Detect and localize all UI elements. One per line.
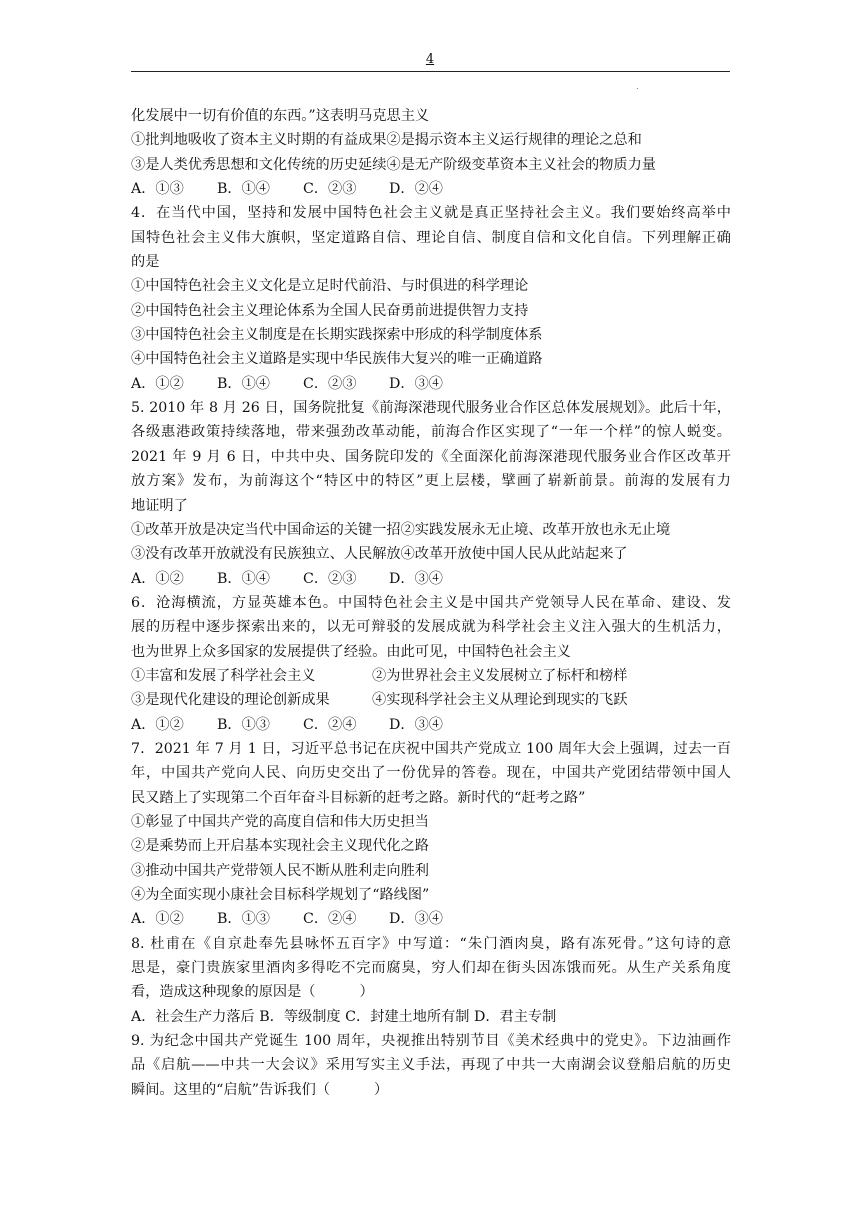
question-5-text: 各级惠港政策持续落地，带来强劲改革动能，前海合作区实现了“一年一个样”的惊人蜕变。: [131, 424, 731, 441]
option-line: ①批判地吸收了资本主义时期的有益成果②是揭示资本主义运行规律的理论之总和: [131, 132, 642, 149]
question-4-text: 国特色社会主义伟大旗帜，坚定道路自信、理论自信、制度自信和文化自信。下列理解正确: [131, 229, 731, 246]
question-6-text: 也为世界上众多国家的发展提供了经验。由此可见，中国特色社会主义: [131, 643, 571, 660]
question-6-text: 展的历程中逐步探索出来的，以无可辩驳的发展成就为科学社会主义注入强大的生机活力，: [131, 619, 731, 636]
question-4-text: 4．在当代中国，坚持和发展中国特色社会主义就是真正坚持社会主义。我们要始终高举中: [131, 205, 731, 222]
option-line: ②是乘势而上开启基本实现社会主义现代化之路: [131, 838, 429, 855]
question-7-text: 年，中国共产党向人民、向历史交出了一份优异的答卷。现在，中国共产党团结带领中国人: [131, 765, 731, 782]
option-line: ②中国特色社会主义理论体系为全国人民奋勇前进提供智力支持: [131, 302, 529, 319]
answer-choices-q5: A．①② B．①④ C．②③ D．③④: [131, 570, 443, 587]
question-8-text: 看，造成这种现象的原因是（ ）: [131, 984, 374, 1001]
answer-choices-q4: A．①② B．①④ C．②③ D．③④: [131, 375, 443, 392]
header-mark: .: [636, 82, 639, 91]
option-line: ①丰富和发展了科学社会主义 ②为世界社会主义发展树立了标杆和榜样: [131, 667, 628, 684]
option-line: ③是人类优秀思想和文化传统的历史延续④是无产阶级变革资本主义社会的物质力量: [131, 156, 656, 173]
answer-choices-q3: A．①③ B．①④ C．②③ D．②④: [131, 181, 443, 198]
page-number: 4: [425, 52, 435, 67]
question-8-text: 8. 杜甫在《自京赴奉先县咏怀五百字》中写道：“朱门酒肉臭，路有冻死骨。”这句诗的意: [131, 935, 731, 952]
document-body: [131, 104, 731, 1102]
option-line: ④中国特色社会主义道路是实现中华民族伟大复兴的唯一正确道路: [131, 351, 543, 368]
text-line: 化发展中一切有价值的东西。”这表明马克思主义: [131, 108, 430, 124]
question-9-text: 9. 为纪念中国共产党诞生 100 周年，央视推出特别节目《美术经典中的党史》。下边油画作: [131, 1033, 731, 1050]
option-line: ③没有改革开放就没有民族独立、人民解放④改革开放使中国人民从此站起来了: [131, 546, 628, 563]
option-line: ③推动中国共产党带领人民不断从胜利走向胜利: [131, 862, 429, 879]
question-5-text: 地证明了: [131, 497, 188, 514]
option-line: ③中国特色社会主义制度是在长期实践探索中形成的科学制度体系: [131, 327, 543, 344]
question-5-text: 2021 年 9 月 6 日，中共中央、国务院印发的《全面深化前海深港现代服务业合作区改革开: [131, 448, 731, 465]
question-5-text: 5. 2010 年 8 月 26 日，国务院批复《前海深港现代服务业合作区总体发展规划》。此后十年，: [131, 400, 731, 417]
question-4-text: 的是: [131, 254, 160, 271]
option-line: ④为全面实现小康社会目标科学规划了“路线图”: [131, 887, 430, 903]
question-5-text: 放方案》发布，为前海这个“特区中的特区”更上层楼，擘画了崭新前景。前海的发展有力: [131, 473, 731, 490]
option-line: ①改革开放是决定当代中国命运的关键一招②实践发展永无止境、改革开放也永无止境: [131, 521, 671, 538]
question-7-text: 7．2021 年 7 月 1 日，习近平总书记在庆祝中国共产党成立 100 周年大会上强调，过去一百: [131, 740, 731, 757]
question-7-text: 民又踏上了实现第二个百年奋斗目标新的赶考之路。新时代的“赶考之路”: [131, 789, 586, 806]
option-line: ①彰显了中国共产党的高度自信和伟大历史担当: [131, 813, 429, 830]
option-line: ③是现代化建设的理论创新成果 ④实现科学社会主义从理论到现实的飞跃: [131, 692, 628, 709]
question-9-text: 瞬间。这里的“启航”告诉我们（ ）: [131, 1081, 389, 1098]
question-6-text: 6．沧海横流，方显英雄本色。中国特色社会主义是中国共产党领导人民在革命、建设、发: [131, 594, 731, 611]
answer-choices-q6: A．①② B．①③ C．②④ D．③④: [131, 716, 443, 733]
answer-choices-q8: A．社会生产力落后 B．等级制度 C．封建土地所有制 D．君主专制: [131, 1008, 557, 1025]
question-8-text: 思是，豪门贵族家里酒肉多得吃不完而腐臭，穷人们却在街头因冻饿而死。从生产关系角度: [131, 960, 731, 977]
header-rule: [131, 71, 730, 72]
option-line: ①中国特色社会主义文化是立足时代前沿、与时俱进的科学理论: [131, 278, 529, 295]
answer-choices-q7: A．①② B．①③ C．②④ D．③④: [131, 911, 443, 928]
question-9-text: 品《启航——中共一大会议》采用写实主义手法，再现了中共一大南湖会议登船启航的历史: [131, 1057, 731, 1074]
